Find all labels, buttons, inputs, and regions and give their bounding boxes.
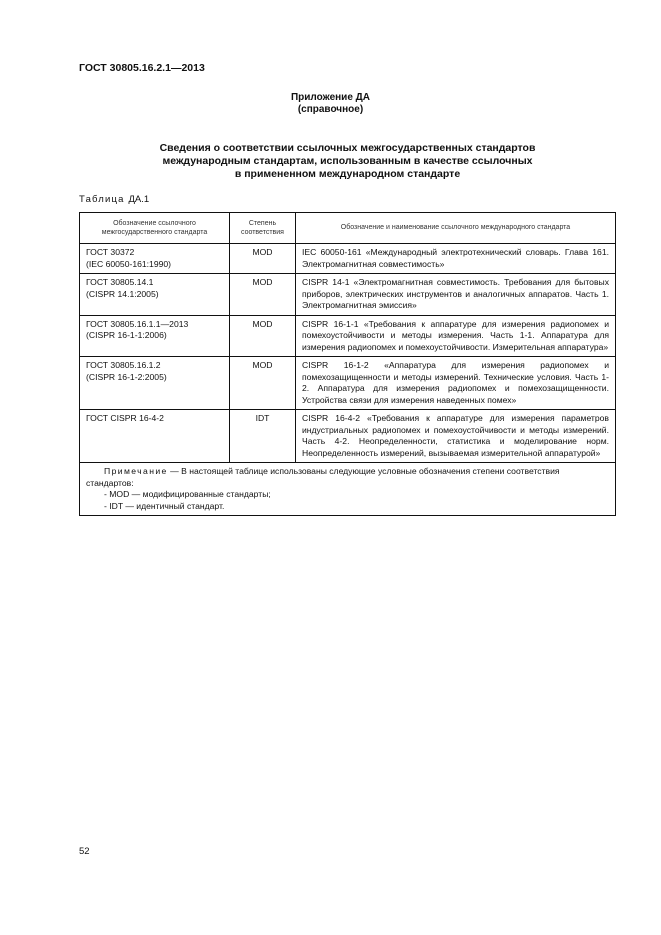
- cell-description: CISPR 16-1-2 «Аппаратура для измерения радиопомех и помехозащищенности и методы измерений. Технические условия. Часть 1-2. Аппаратура для измерения радиопомех и помехозащищенности. Устройства связи для измерения наведенных помех»: [296, 357, 616, 410]
- table-label-word: Таблица: [79, 194, 125, 205]
- cell-description: CISPR 14-1 «Электромагнитная совместимость. Требования для бытовых приборов, электрических инструментов и аналогичных аппаратов. Часть 1. Электромагнитная эмиссия»: [296, 274, 616, 316]
- cell-description: IEC 60050-161 «Международный электротехнический словарь. Глава 161. Электромагнитная совместимость»: [296, 244, 616, 274]
- cell-degree: MOD: [230, 315, 296, 357]
- column-header-standard-line2: межгосударственного стандарта: [101, 229, 208, 236]
- cell-standard: [80, 315, 230, 357]
- appendix-subtitle: (справочное): [297, 104, 364, 115]
- table-row: [80, 410, 616, 463]
- table-row: [80, 357, 616, 410]
- heading-line-1: Сведения о соответствии ссылочных межгосударственных стандартов: [159, 142, 536, 154]
- standard-reference: (CISPR 16-1-1:2006): [86, 330, 167, 340]
- cell-degree: IDT: [230, 410, 296, 463]
- column-header-degree-line2: соответствия: [241, 229, 284, 236]
- column-header-degree: [230, 213, 296, 244]
- standard-reference: (IEC 60050-161:1990): [86, 258, 172, 269]
- heading-line-2: международным стандартам, использованным в качестве ссылочных: [162, 155, 533, 167]
- standard-code: ГОСТ CISPR 16-4-2: [86, 413, 164, 423]
- column-header-degree-line1: Степень: [248, 219, 277, 227]
- cell-description: CISPR 16-4-2 «Требования к аппаратуре для измерения параметров индустриальных радиопомех и помехоустойчивости и методы измерений. Часть 4-2. Неопределенности, статистика и моделирование норм. Неопределенность измерений, вызываемая измерительной аппаратурой»: [296, 410, 616, 463]
- table-header-row: [80, 213, 616, 244]
- table-row: [80, 315, 616, 357]
- note-item-idt: - IDT — идентичный стандарт.: [104, 500, 225, 511]
- cell-standard: [80, 357, 230, 410]
- cell-standard: [80, 244, 230, 274]
- section-heading: [60, 142, 635, 181]
- column-header-standard-line1: Обозначение ссылочного: [113, 219, 196, 227]
- standard-code: ГОСТ 30805.16.1.2: [86, 360, 161, 370]
- cell-degree: MOD: [230, 244, 296, 274]
- table-row: [80, 274, 616, 316]
- cell-degree: MOD: [230, 274, 296, 316]
- appendix-heading: [0, 92, 661, 116]
- cell-standard: [80, 274, 230, 316]
- note-text: — В настоящей таблице использованы следующие условные обозначения степени соответствия стандартов:: [86, 466, 560, 488]
- note-head: Примечание: [104, 466, 168, 476]
- cell-degree: MOD: [230, 357, 296, 410]
- cell-description: CISPR 16-1-1 «Требования к аппаратуре для измерения радиопомех и помехоустойчивости и методы измерения. Часть 1-1. Аппаратура для измерения радиопомех и помехоустойчивости. Измерительная аппаратура»: [296, 315, 616, 357]
- table-row: [80, 244, 616, 274]
- appendix-title: Приложение ДА: [290, 92, 371, 103]
- standard-code: ГОСТ 30805.16.1.1—2013: [86, 318, 189, 329]
- standard-code: ГОСТ 30372: [86, 247, 135, 257]
- cell-standard: [80, 410, 230, 463]
- standard-reference: (CISPR 16-1-2:2005): [86, 371, 167, 382]
- page-number: 52: [79, 846, 90, 857]
- table-note-row: [80, 463, 616, 516]
- table-number: ДА.1: [128, 194, 150, 205]
- table-label: [79, 194, 149, 205]
- standard-code: ГОСТ 30805.14.1: [86, 277, 154, 287]
- correspondence-table: [79, 212, 616, 516]
- standard-reference: (CISPR 14.1:2005): [86, 288, 159, 299]
- heading-line-3: в примененном международном стандарте: [234, 168, 461, 180]
- note-item-mod: - MOD — модифицированные стандарты;: [104, 489, 271, 499]
- table-note: [80, 463, 616, 516]
- column-header-international: Обозначение и наименование ссылочного международного стандарта: [296, 213, 616, 244]
- column-header-standard: [80, 213, 230, 244]
- document-code: ГОСТ 30805.16.2.1—2013: [79, 62, 205, 74]
